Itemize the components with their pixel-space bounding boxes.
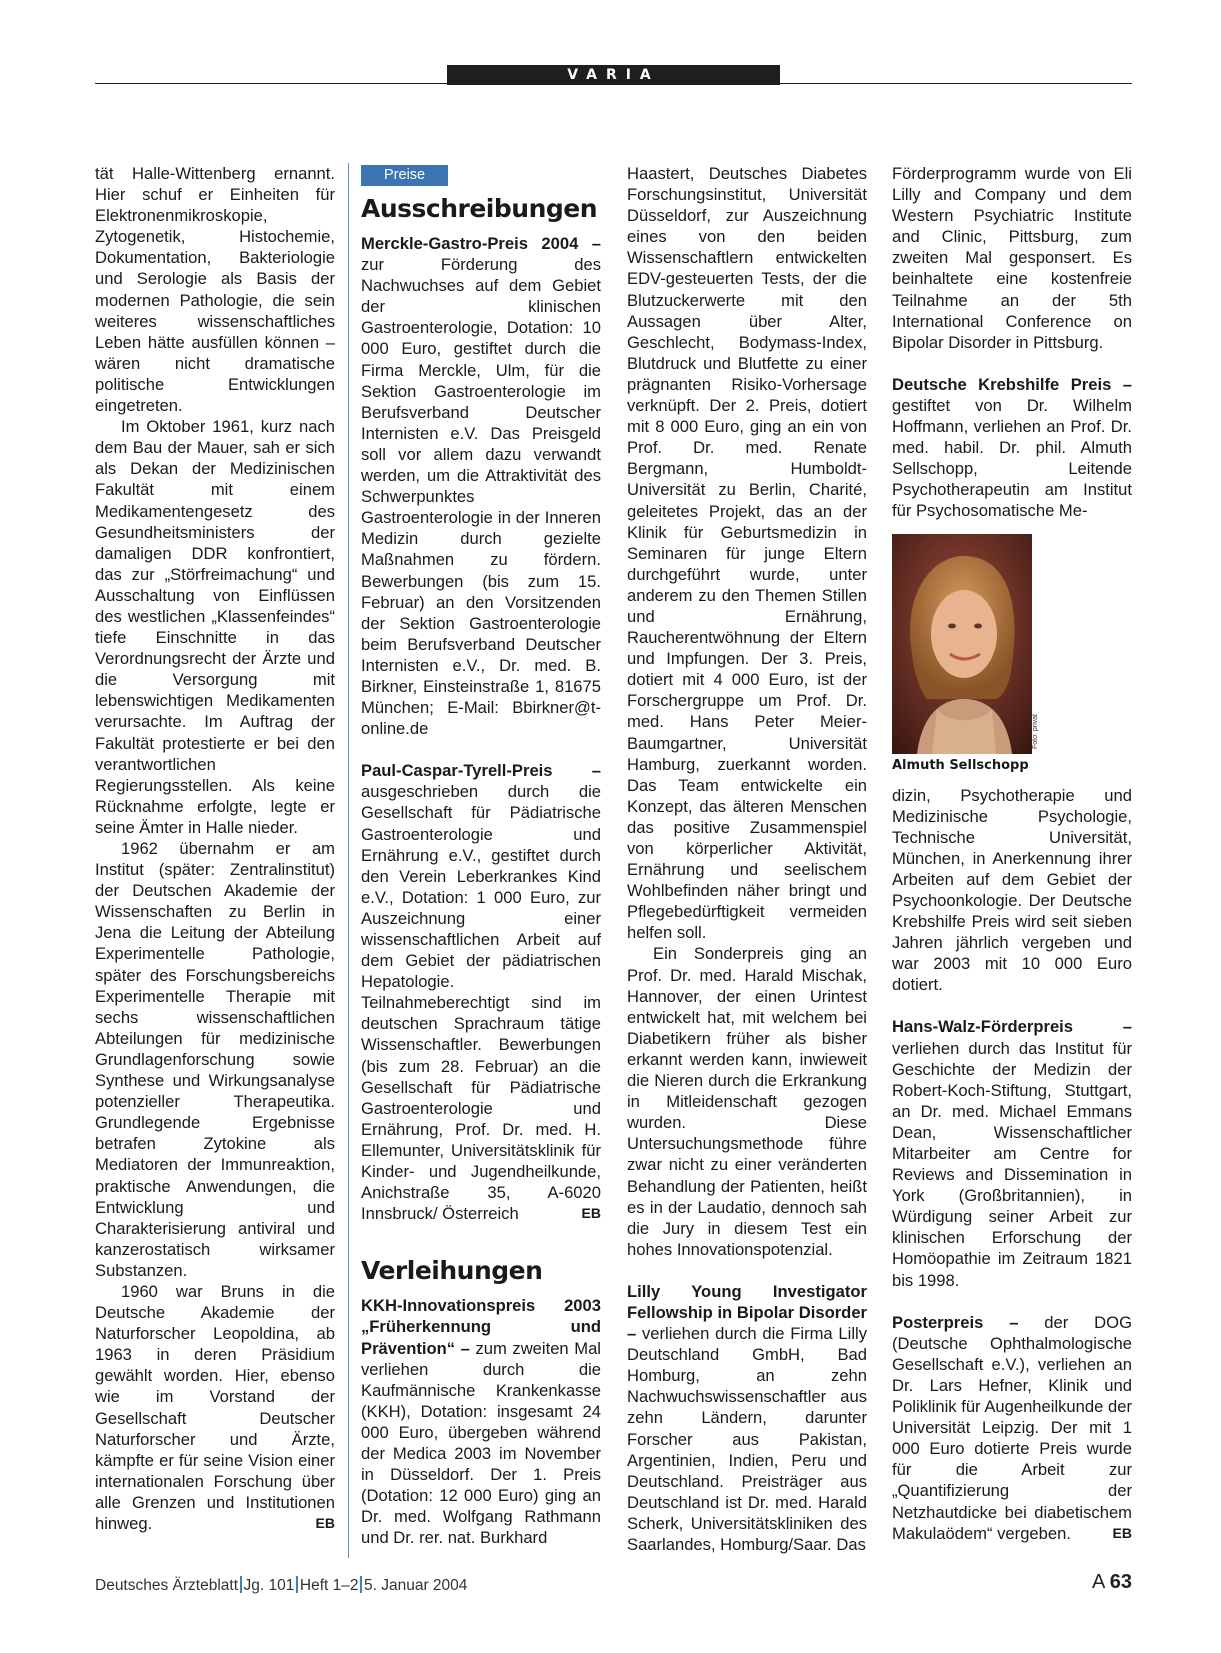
krebs-paragraph: [892, 374, 1132, 522]
merckle-title: Merckle-Gastro-Preis 2004 –: [361, 234, 601, 253]
walz-title: Hans-Walz-Förderpreis –: [892, 1017, 1132, 1037]
journal-volume: Jg. 101: [243, 1577, 295, 1594]
footer-separator: [360, 1576, 362, 1593]
portrait-photo: [892, 534, 1039, 754]
col3-paragraph-2: Ein Sonderpreis ging an Prof. Dr. med. Harald Mischak, Hannover, der einen Urintest entwickelt hat, mit welchem bei Diabetikern früher als bisher erkannt werden kann, inwieweit die Nieren durch die Erkrankung in Mitleidenschaft gezogen wurden. Diese Untersuchungsmethode führe zwar nicht zu einer veränderten Behandlung der Patienten, heißt es in der Laudatio, dennoch sah die Jury in diesem Test ein hohes Innovationspotenzial.: [627, 944, 867, 1259]
heading-verleihungen: Verleihungen: [361, 1256, 543, 1286]
poster-title: Posterpreis –: [892, 1312, 1019, 1332]
column-4: [892, 163, 1132, 1544]
col4-paragraph-1: Förderprogramm wurde von Eli Lilly and Company und dem Western Psychiatric Institute and Clinic, Pittsburg, zum zweiten Mal gesponsert. Es beinhaltete eine kostenfreie Teilnahme an der 5th International Conference on Bipolar Disorder in Pittsburg.: [892, 164, 1132, 352]
col1-paragraph-4-text: 1960 war Bruns in die Deutsche Akademie der Naturforscher Leopoldina, ab 1963 in deren Präsidium gewählt worden. Hier, ebenso wie im Vorstand der Gesellschaft Deutscher Naturforscher und Ärzte, kämpfte er für seine Vision einer internationalen Forschung über alle Grenzen und Institutionen hinweg.: [95, 1281, 335, 1533]
page-number: [1092, 1571, 1132, 1594]
lilly-paragraph: [627, 1281, 867, 1555]
merckle-text: zur Förderung des Nachwuchses auf dem Gebiet der klinischen Gastroenterologie, Dotation: 10 000 Euro, gestiftet durch die Firma Merckle, Ulm, für die Sektion Gastroenterologie im Berufsverband Deutscher Internisten e.V. Das Preisgeld soll vor allem dazu verwandt werden, um die Attraktivität des Schwerpunktes Gastroenterologie in der Inneren Medizin durch gezielte Maßnahmen zu fördern. Bewerbungen (bis zum 15. Februar) an den Vorsitzenden der Sektion Gastroenterologie beim Berufsverband Deutscher Internisten e.V., Dr. med. B. Birkner, Einsteinstraße 1, 81675 München; E-Mail: Bbirkner@t-online.de: [361, 255, 601, 739]
author-initials: EB: [1112, 1524, 1132, 1541]
heading-ausschreibungen: Ausschreibungen: [361, 194, 598, 223]
col3-paragraph-1: Haastert, Deutsches Diabetes Forschungsinstitut, Universität Düsseldorf, zur Auszeichnung eines von den beiden Wissenschaftlern entwickelten EDV-gesteuerten Tests, der die Blutzuckerwerte mit den Aussagen über Alter, Geschlecht, Bodymass-Index, Blutdruck und Blutfette zu einer prägnanten Risiko-Vorhersage verknüpft. Der 2. Preis, dotiert mit 8 000 Euro, ging an ein von Prof. Dr. med. Renate Bergmann, Humboldt-Universität zu Berlin, Charité, geleitetes Projekt, das an der Klinik für Geburtsmedizin in Seminaren für junge Eltern durchgeführt wurde, unter anderem zu den Themen Stillen und Ernährung, Raucherentwöhnung der Eltern und Impfungen. Der 3. Preis, dotiert mit 4 000 Euro, ist der Forschergruppe um Prof. Dr. med. Hans Peter Meier-Baumgartner, Universität Hamburg, zuerkannt worden. Das Team entwickelte ein Konzept, das älteren Menschen das positive Zusammenspiel von körperlicher Aktivität, Ernährung und seelischem Wohlbefinden näher bringt und Pflegebedürftigkeit vermeiden helfen soll.: [627, 164, 867, 943]
lilly-title: Lilly Young Investigator Fellowship in Bipolar Disorder –: [627, 1281, 867, 1344]
page-number-value: 63: [1109, 1571, 1132, 1593]
journal-name: Deutsches Ärzteblatt: [95, 1577, 239, 1594]
kkh-title: KKH-Innovationspreis 2003 „Früherkennung und Prävention“ –: [361, 1296, 601, 1358]
column-3: [627, 163, 867, 1555]
page-prefix: A: [1091, 1571, 1105, 1593]
author-initials: EB: [315, 1515, 335, 1531]
walz-paragraph: [892, 1016, 1132, 1290]
krebs-text: gestiftet von Dr. Wilhelm Hoffmann, verliehen an Prof. Dr. med. habil. Dr. phil. Almuth Sellschopp, Leitende Psychotherapeutin am Institut für Psychosomatische Me-: [892, 395, 1132, 521]
kkh-text: zum zweiten Mal verliehen durch die Kaufmännische Krankenkasse (KKH), Dotation: insgesamt 24 000 Euro, übergeben während der Medica 2003 im November in Düsseldorf. Der 1. Preis (Dotation: 12 000 Euro) ging an Dr. med. Wolfgang Rathmann und Dr. rer. nat. Burkhard: [361, 1338, 601, 1548]
column-2: [361, 163, 601, 1548]
col1-paragraph-2: Im Oktober 1961, kurz nach dem Bau der Mauer, sah er sich als Dekan der Medizinischen Fakultät mit einem Medikamentengesetz des Gesundheitsministers der damaligen DDR konfrontiert, das zur „Störfreimachung“ und Ausschaltung von Einflüssen des westlichen „Klassenfeindes“ tiefe Einschnitte in das Verordnungsrecht der Ärzte und die Versorgung mit lebenswichtigen Medikamenten verursachte. Im Auftrag der Fakultät protestierte er bei den verantwortlichen Regierungsstellen. Als keine Rücknahme erfolgte, legte er seine Ämter in Halle nieder.: [95, 417, 335, 837]
col1-paragraph-1: tät Halle-Wittenberg ernannt. Hier schuf er Einheiten für Elektronenmikroskopie, Zytogenetik, Histochemie, Dokumentation, Bakteriologie und Serologie als Basis der modernen Pathologie, die sein weiteres wissenschaftliches Leben hätte ausfüllen können – wären nicht dramatische politische Entwicklungen eingetreten.: [95, 164, 335, 416]
col1-paragraph-3: 1962 übernahm er am Institut (später: Zentralinstitut) der Deutschen Akademie der Wissenschaften zu Berlin in Jena die Leitung der Abteilung Experimentelle Pathologie, später des Forschungsbereichs Experimentelle Therapie mit sechs wissenschaftlichen Abteilungen für medizinische Grundlagenforschung sowie Synthese und Wirkungsanalyse potenzieller Therapeutika. Grundlegende Ergebnisse betrafen Zytokine als Mediatoren der Immunreaktion, praktische Anwendungen, die Entwicklung und Charakterisierung antiviral und kanzerostatisch wirksamer Substanzen.: [95, 839, 335, 1280]
kkh-paragraph: [361, 1295, 601, 1548]
column-1: [95, 163, 335, 1534]
tyrell-text: ausgeschrieben durch die Gesellschaft für Pädiatrische Gastroenterologie und Ernährung e.V., gestiftet durch den Verein Leberkrankes Kind e.V., Dotation: 1 000 Euro, zur Auszeichnung einer wissenschaftlichen Arbeit auf dem Gebiet der pädiatrischen Hepatologie. Teilnahmeberechtigt sind im deutschen Sprachraum tätige Wissenschaftler. Bewerbungen (bis zum 28. Februar) an die Gesellschaft für Pädiatrische Gastroenterologie und Ernährung, Prof. Dr. med. H. Ellemunter, Universitätsklinik für Kinder- und Jugendheilkunde, Anichstraße 35, A-6020 Innsbruck/ Österreich: [361, 782, 601, 1224]
author-initials: EB: [581, 1205, 601, 1222]
col1-paragraph-4: [95, 1281, 335, 1534]
photo-caption: Almuth Sellschopp: [892, 757, 1029, 773]
column-divider: [348, 163, 349, 1558]
lilly-text: verliehen durch die Firma Lilly Deutschland GmbH, Bad Homburg, an zehn Nachwuchswissenschaftler aus zehn Ländern, darunter Forscher aus Pakistan, Argentinien, Indien, Peru und Deutschland. Preisträger aus Deutschland ist Dr. med. Harald Scherk, Universitätskliniken des Saarlandes, Homburg/Saar. Das: [627, 1324, 867, 1554]
footer-separator: [296, 1576, 298, 1593]
merckle-paragraph: [361, 233, 601, 739]
tyrell-title: Paul-Caspar-Tyrell-Preis –: [361, 761, 601, 781]
category-tag: Preise: [361, 165, 448, 186]
tyrell-paragraph: [361, 760, 601, 1224]
walz-text: verliehen durch das Institut für Geschichte der Medizin der Robert-Koch-Stiftung, Stuttgart, an Dr. med. Michael Emmans Dean, Wissenschaftlicher Mitarbeiter am Centre for Reviews and Dissemination in York (Großbritannien), in Würdigung seiner Arbeit zur klinischen Erforschung der Homöopathie im Zeitraum 1821 bis 1998.: [892, 1038, 1132, 1290]
footer-separator: [240, 1576, 242, 1593]
journal-issue: Heft 1–2: [299, 1577, 359, 1594]
poster-paragraph: [892, 1312, 1132, 1544]
col4-paragraph-2: dizin, Psychotherapie und Medizinische Psychologie, Technische Universität, München, in Anerkennung ihrer Arbeiten auf dem Gebiet der Psychoonkologie. Der Deutsche Krebshilfe Preis wird seit sieben Jahren jährlich vergeben und war 2003 mit 10 000 Euro dotiert.: [892, 785, 1132, 995]
journal-date: 5. Januar 2004: [363, 1577, 468, 1594]
photo-credit: Foto: privat: [1031, 714, 1039, 750]
poster-text: der DOG (Deutsche Ophthalmologische Gesellschaft e.V.), verliehen an Dr. Lars Hefner, Klinik und Poliklinik für Augenheilkunde der Universität Leipzig. Der mit 1 000 Euro dotierte Preis wurde für die Arbeit zur „Quantifizierung der Netzhautdicke bei diabetischem Makulaödem“ vergeben.: [892, 1312, 1132, 1543]
section-label: VARIA: [447, 65, 780, 85]
portrait-image: [892, 534, 1032, 754]
footer: [95, 1576, 467, 1595]
krebs-title: Deutsche Krebshilfe Preis –: [892, 374, 1132, 394]
